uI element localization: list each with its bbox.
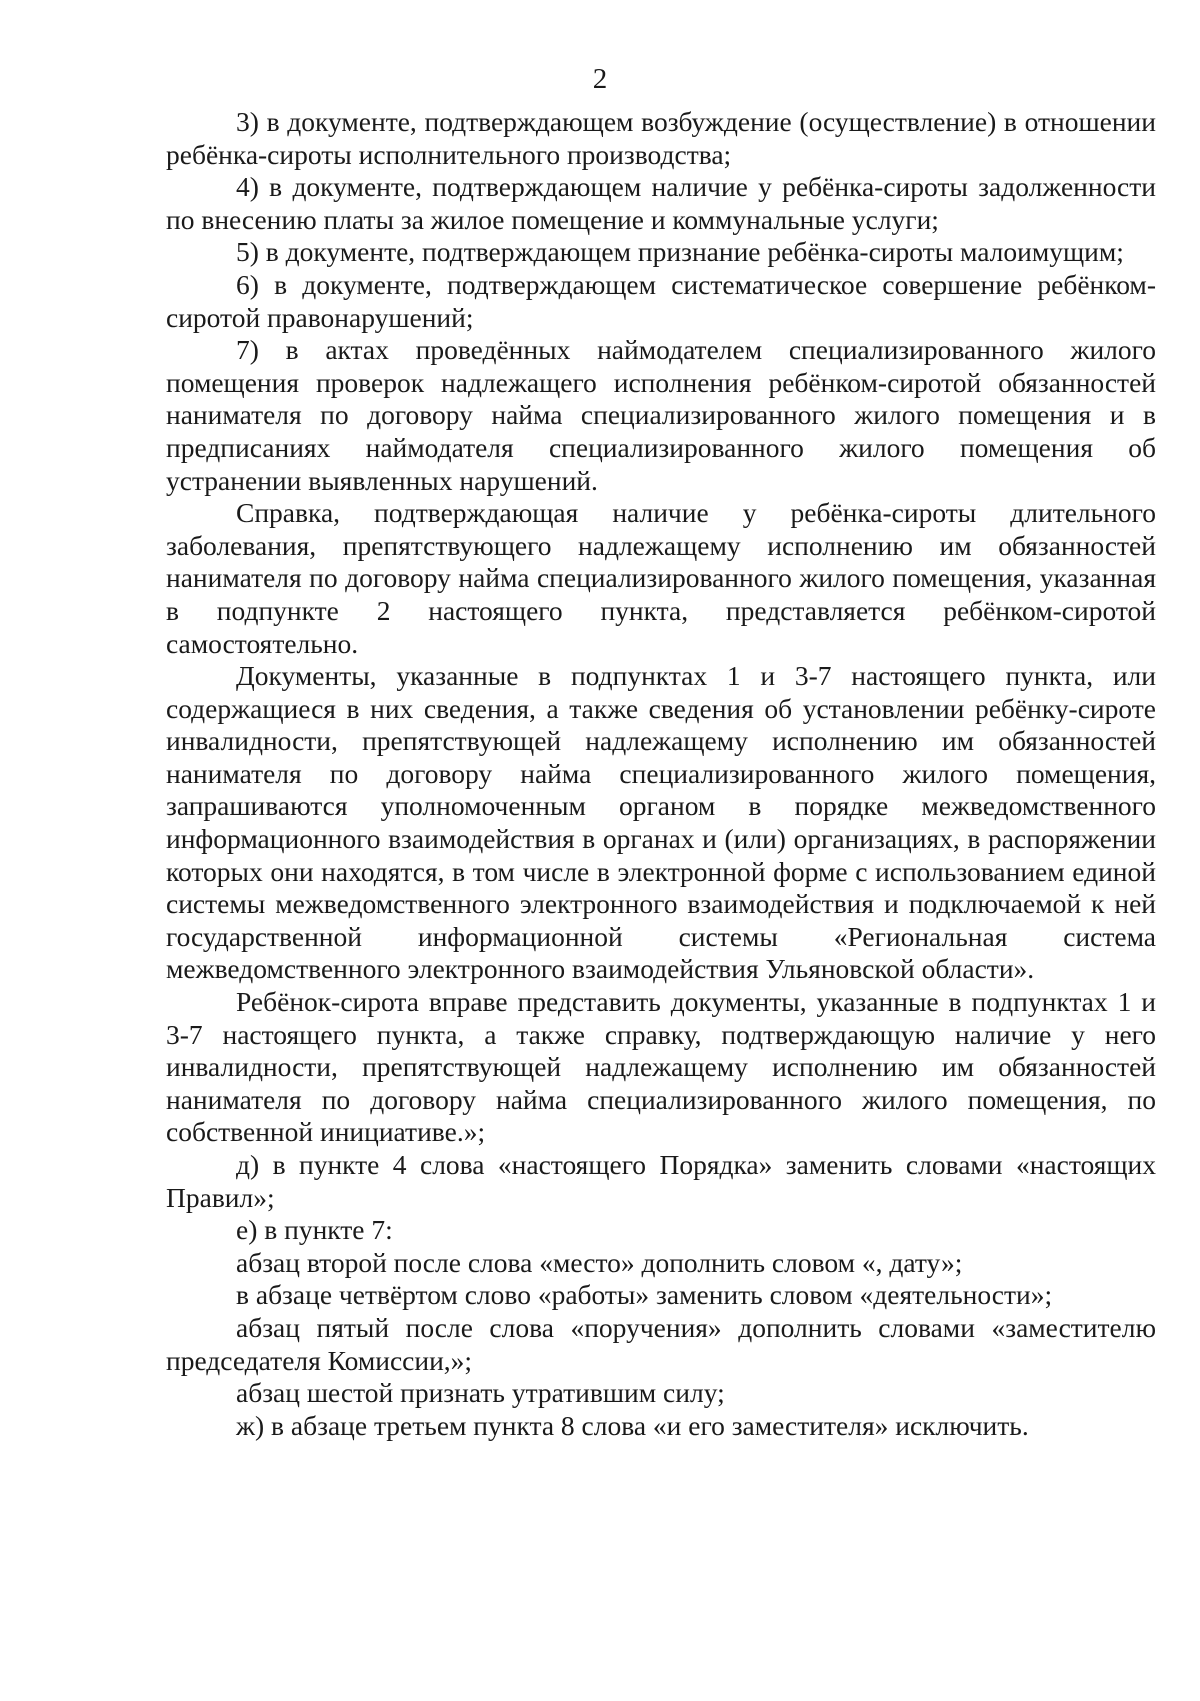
paragraph-subitem-5: 5) в документе, подтверждающем признание ребёнка-сироты малоимущим; — [236, 236, 1124, 268]
document-body — [166, 106, 1156, 1442]
paragraph-item-e-abzac-5: абзац пятый после слова «поручения» дополнить словами «заместителю председателя Комиссии,»; — [166, 1311, 1156, 1376]
paragraph-subitem-4: 4) в документе, подтверждающем наличие у ребёнка-сироты задолженности по внесению платы за жилое помещение и коммунальные услуги; — [166, 171, 1156, 235]
paragraph-certificate: Справка, подтверждающая наличие у ребёнка-сироты длительного заболевания, препятствующего надлежащему исполнению им обязанностей нанимателя по договору найма специализированного жилого помещения, указанная в подпункте 2 настоящего пункта, представляется ребёнком-сиротой самостоятельно. — [166, 497, 1156, 659]
page-number: 2 — [592, 63, 608, 95]
paragraph-subitem-7: 7) в актах проведённых наймодателем специализированного жилого помещения проверок надлежащего исполнения ребёнком-сиротой обязанностей нанимателя по договору найма специализированного жилого помещения и в предписаниях наймодателя специализированного жилого помещения об устранении выявленных нарушений. — [166, 334, 1156, 496]
paragraph-orphan-right: Ребёнок-сирота вправе представить документы, указанные в подпунктах 1 и 3-7 настоящего пункта, а также справку, подтверждающую наличие у него инвалидности, препятствующей надлежащему исполнению им обязанностей нанимателя по договору найма специализированного жилого помещения, по собственной инициативе.»; — [166, 986, 1156, 1148]
paragraph-item-e-abzac-2: абзац второй после слова «место» дополнить словом «, дату»; — [236, 1246, 963, 1278]
paragraph-documents-requested: Документы, указанные в подпунктах 1 и 3-7 настоящего пункта, или содержащиеся в них сведения, а также сведения об установлении ребёнку-сироте инвалидности, препятствующей надлежащему исполнению им обязанностей нанимателя по договору найма специализированного жилого помещения, запрашиваются уполномоченным органом в порядке межведомственного информационного взаимодействия в органах и (или) организациях, в распоряжении которых они находятся, в том числе в электронной форме с использованием единой системы межведомственного электронного взаимодействия и подключаемой к ней государственной информационной системы «Региональная система межведомственного электронного взаимодействия Ульяновской области». — [166, 660, 1156, 985]
paragraph-item-zh: ж) в абзаце третьем пункта 8 слова «и его заместителя» исключить. — [236, 1409, 1029, 1441]
paragraph-subitem-6: 6) в документе, подтверждающем систематическое совершение ребёнком-сиротой правонарушений; — [166, 268, 1156, 333]
paragraph-item-d: д) в пункте 4 слова «настоящего Порядка» заменить словами «настоящих Правил»; — [166, 1149, 1156, 1213]
paragraph-subitem-3: 3) в документе, подтверждающем возбуждение (осуществление) в отношении ребёнка-сироты исполнительного производства; — [166, 106, 1156, 170]
paragraph-item-e: е) в пункте 7: — [236, 1214, 393, 1246]
paragraph-item-e-abzac-4: в абзаце четвёртом слово «работы» заменить словом «деятельности»; — [236, 1279, 1053, 1311]
paragraph-item-e-abzac-6: абзац шестой признать утратившим силу; — [236, 1377, 725, 1409]
